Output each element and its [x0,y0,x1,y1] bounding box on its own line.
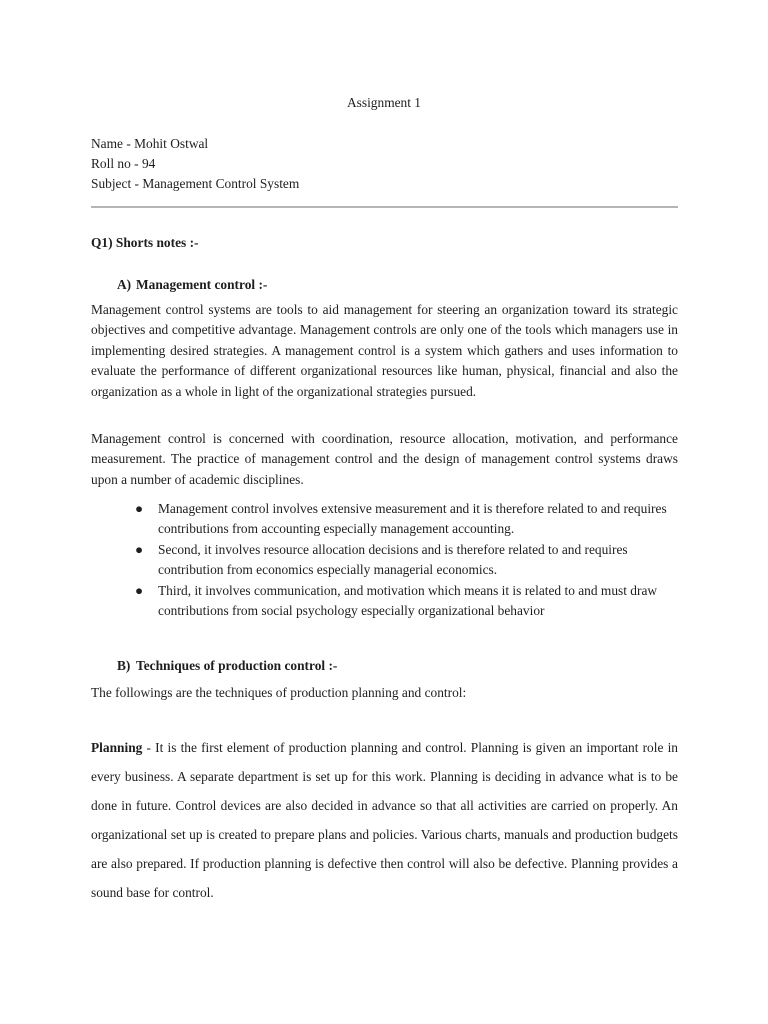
list-item [131,581,678,622]
section-a-letter: A) [117,277,132,292]
section-a-heading [117,276,267,294]
bullet-icon: ● [135,501,144,516]
list-item [131,540,678,581]
student-name: Name - Mohit Ostwal [91,136,209,151]
section-a-title: Management control :- [136,277,268,292]
section-a-paragraph-1: Management control systems are tools to aid management for steering an organization toward its strategic objectives and competitive advantage. Management controls are only one of the tools which managers use in implementing desired strategies. A management control is a system which gathers and uses information to evaluate the performance of different organizational resources like human, physical, financial and also the organization as a whole in light of the organizational strategies pursued. [91,302,678,399]
list-item [131,499,678,540]
header-divider [91,206,678,208]
section-a-paragraph-2: Management control is concerned with coordination, resource allocation, motivation, and performance measurement. The practice of management control and the design of management control systems draws upon a number of academic disciplines. [91,431,678,487]
planning-paragraph [91,734,678,907]
section-b-intro: The followings are the techniques of production planning and control: [91,685,467,700]
bullet-icon: ● [135,541,144,557]
planning-text: - It is the first element of production planning and control. Planning is given an important role in every business. A separate department is set up for this work. Planning is deciding in advance what is to be done in future. Control devices are also decided in advance so that all activities are carried on properly. An organizational set up is created to prepare plans and policies. Various charts, manuals and production budgets are also prepared. If production planning is defective then control will also be defective. Planning provides a sound base for control. [91,740,678,900]
section-b-heading [117,657,337,675]
planning-term: Planning [91,740,143,755]
bullet-list [131,499,678,621]
list-item-text: Second, it involves resource allocation decisions and is therefore related to and requires contribution from economics especially managerial economics. [158,541,628,578]
list-item-text: Third, it involves communication, and motivation which means it is related to and must draw contributions from social psychology especially organizational behavior [158,582,658,619]
student-info [91,134,299,194]
section-b-letter: B) [117,658,131,673]
roll-number: Roll no - 94 [91,156,156,171]
question-heading: Q1) Shorts notes :- [91,235,199,250]
section-b-title: Techniques of production control :- [136,658,338,673]
bullet-icon: ● [135,582,144,598]
document-title: Assignment 1 [346,95,422,110]
list-item-text: Management control involves extensive measurement and it is therefore related to and requires contributions from accounting especially management accounting. [158,501,667,537]
subject-line: Subject - Management Control System [91,176,300,191]
